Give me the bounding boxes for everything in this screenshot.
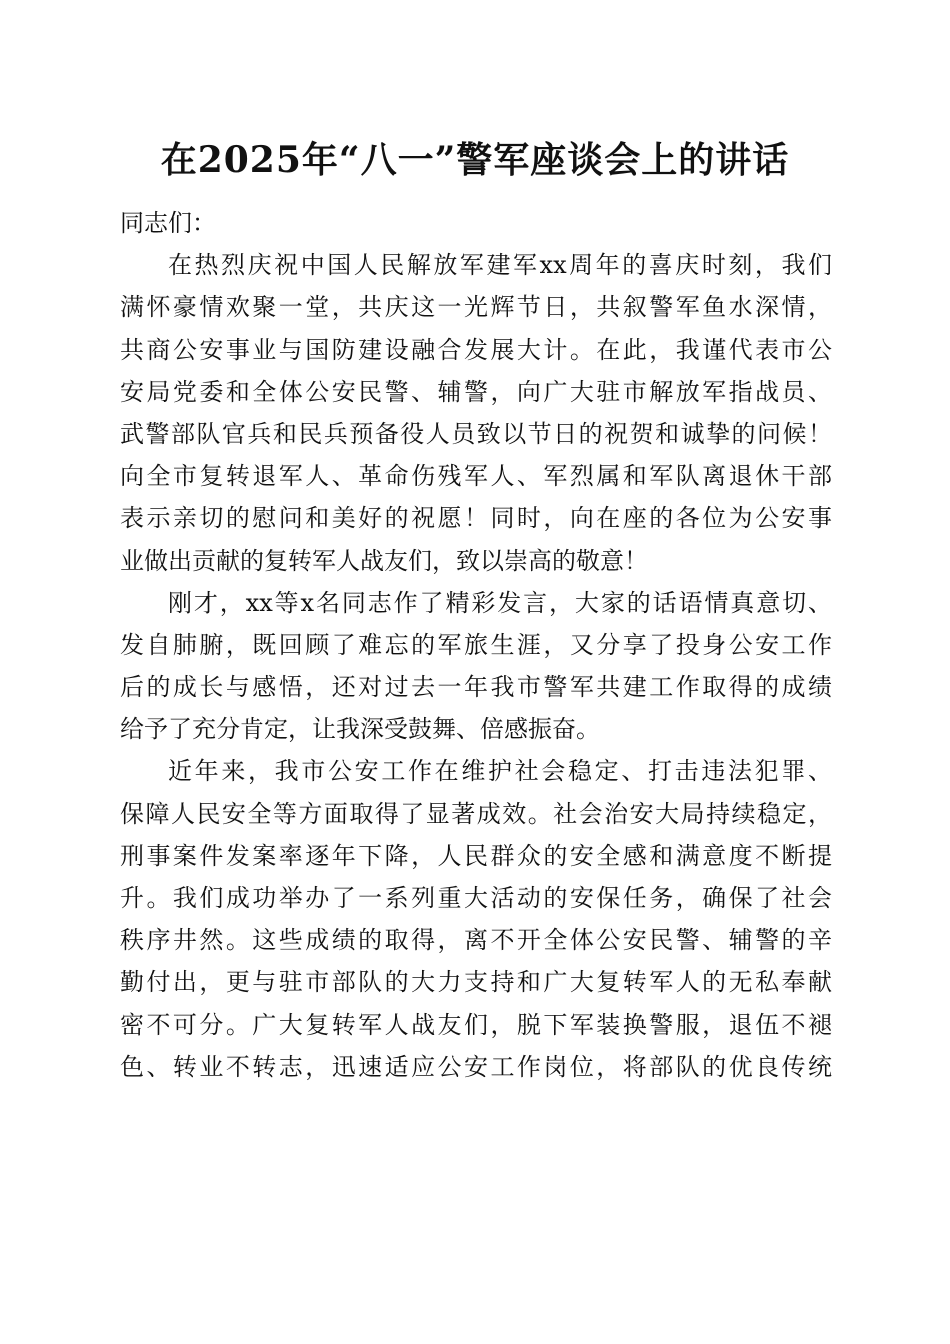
document-title: 在2025年“八一”警军座谈会上的讲话 bbox=[160, 139, 790, 181]
paragraph-1-line-7: 表示亲切的慰问和美好的祝愿！同时，向在座的各位为公安事 bbox=[120, 504, 832, 533]
paragraph-3-line-2: 保障人民安全等方面取得了显著成效。社会治安大局持续稳定， bbox=[120, 799, 832, 828]
document-body bbox=[120, 202, 832, 1088]
paragraph-3-line-4: 升。我们成功举办了一系列重大活动的安保任务，确保了社会 bbox=[120, 884, 832, 912]
paragraph-2-line-3: 后的成长与感悟，还对过去一年我市警军共建工作取得的成绩 bbox=[120, 673, 832, 702]
paragraph-1-line-8: 业做出贡献的复转军人战友们，致以崇高的敬意！ bbox=[120, 546, 648, 575]
paragraph-1-line-3: 共商公安事业与国防建设融合发展大计。在此，我谨代表市公 bbox=[120, 335, 832, 364]
paragraph-2-line-1: 刚才，xx等x名同志作了精彩发言，大家的话语情真意切、 bbox=[168, 588, 832, 617]
paragraph-3-line-1: 近年来，我市公安工作在维护社会稳定、打击违法犯罪、 bbox=[168, 757, 832, 786]
paragraph-1-line-5: 武警部队官兵和民兵预备役人员致以节日的祝贺和诚挚的问候！ bbox=[120, 419, 832, 448]
paragraph-3-line-6: 勤付出，更与驻市部队的大力支持和广大复转军人的无私奉献 bbox=[120, 968, 832, 997]
paragraph-1-line-2: 满怀豪情欢聚一堂，共庆这一光辉节日，共叙警军鱼水深情， bbox=[120, 293, 832, 322]
paragraph-3-line-7: 密不可分。广大复转军人战友们，脱下军装换警服，退伍不褪 bbox=[120, 1010, 832, 1039]
paragraph-3-line-5: 秩序井然。这些成绩的取得，离不开全体公安民警、辅警的辛 bbox=[120, 926, 832, 955]
paragraph-3-line-3: 刑事案件发案率逐年下降，人民群众的安全感和满意度不断提 bbox=[120, 841, 832, 870]
paragraph-2-line-2: 发自肺腑，既回顾了难忘的军旅生涯，又分享了投身公安工作 bbox=[120, 630, 832, 659]
paragraph-1-line-6: 向全市复转退军人、革命伤残军人、军烈属和军队离退休干部 bbox=[120, 462, 832, 491]
paragraph-2-line-4: 给予了充分肯定，让我深受鼓舞、倍感振奋。 bbox=[120, 715, 600, 744]
paragraph-3-line-8: 色、转业不转志，迅速适应公安工作岗位，将部队的优良传统 bbox=[120, 1052, 832, 1081]
greeting: 同志们： bbox=[120, 209, 216, 237]
paragraph-1-line-1: 在热烈庆祝中国人民解放军建军xx周年的喜庆时刻，我们 bbox=[168, 251, 832, 280]
paragraph-1-line-4: 安局党委和全体公安民警、辅警，向广大驻市解放军指战员、 bbox=[120, 377, 832, 406]
